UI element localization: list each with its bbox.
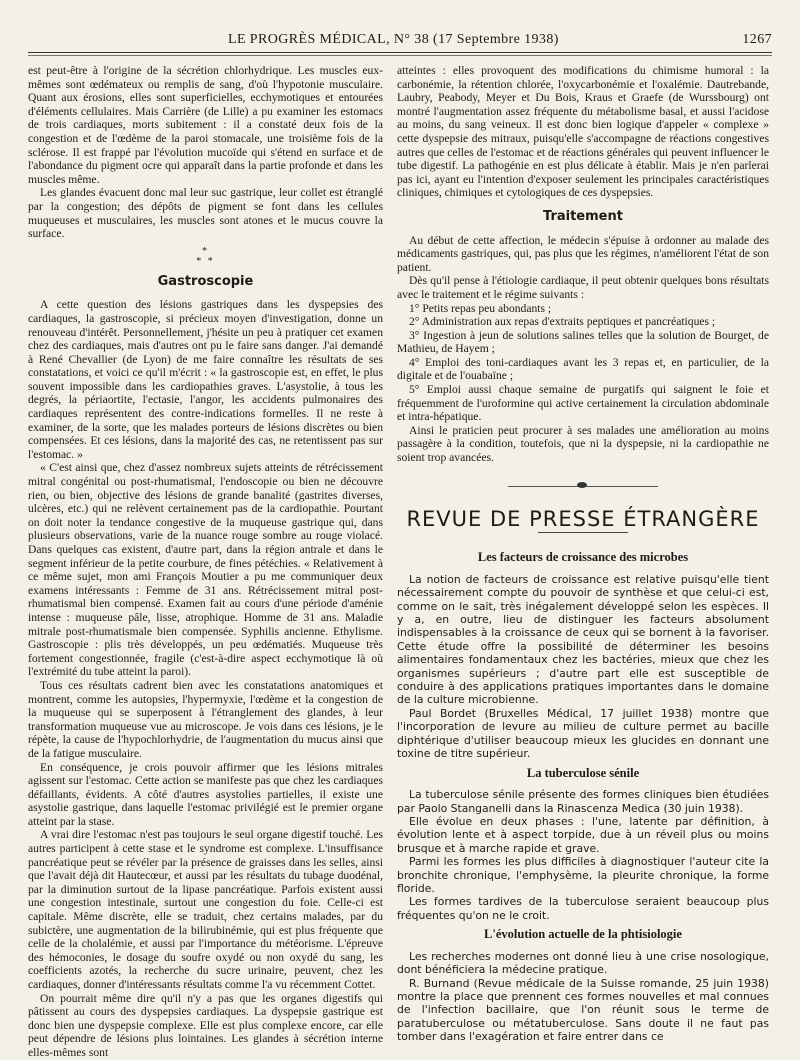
page-header	[28, 30, 772, 52]
asterism-divider: * * *	[196, 245, 215, 267]
intro-paragraph: Les glandes évacuent donc mal leur suc gastrique, leur collet est étranglé par la congestion; des dépôts de pigment se font dans les cellules muqueuses et musculaires, les muscles sont atones et le mucus couvre la surface.	[28, 186, 383, 241]
running-title: LE PROGRÈS MÉDICAL, N° 38 (17 Septembre 1938)	[228, 32, 559, 47]
treatment-item: 4° Emploi des toni-cardiaques avant les 3 repas et, en particulier, de la digitale et de l'ouabaïne ;	[397, 355, 769, 383]
body-paragraph: « C'est ainsi que, chez d'assez nombreux sujets atteints de rétrécissement mitral congénital ou post-rhumatismal, l'endoscopie ou bien ne découvre rien, ou bien, objective des lésions de grande banalité (gastrites diverses, ulcères, etc.) qui ne relèvent certainement pas de la cardiopathie. Pourtant on doit noter la tendance congestive de la muqueuse gastrique qui, dans plusieurs observations, varie de la nuance rouge sombre au rouge violacé. Dans quelques cas existent, d'autre part, dans la région antrale et dans le segment inférieur de la petite courbure, de fines pétéchies. « Relativement à ce même sujet, mon ami François Moutier a pu me communiquer deux examens intéressants : Femme de 31 ans. Rétrécissement mitral post-rhumatismal bien compensé. Examen fait au cours d'une période d'aménie intense : muqueuse pâle, lisse, atrophique. Homme de 31 ans. Maladie mitrale post-rhumatismale bien compensée. Syphilis ancienne. Ethylisme. Gastroscopie : plis très développés, un peu œdématiés. Muqueuse très fortement congestionnée, fragile (c'est-à-dire aspect ecchymotique là où l'extrémité du tube atteint la paroi).	[28, 461, 383, 679]
body-paragraph: Dès qu'il pense à l'étiologie cardiaque, il peut obtenir quelques bons résultats avec le traitement et le régime suivants :	[397, 274, 769, 301]
section-title-traitement: Traitement	[543, 208, 623, 224]
treatment-item: 2° Administration aux repas d'extraits peptiques et pancréatiques ;	[409, 315, 716, 329]
review-title: REVUE DE PRESSE ÉTRANGÈRE	[406, 506, 760, 531]
review-paragraph: La notion de facteurs de croissance est relative puisqu'elle tient nécessairement compte du pouvoir de synthèse et que celui-ci est, comme on le sait, très inégalement développé selon les espèces. Il y a, en outre, lieu de distinguer les facteurs absolument indispensables à la croissance de ceux qui se bornent à la favoriser. Cette étude offre la possibilité de déterminer les besoins alimentaires fondamentaux chez les bactéries, mieux que chez les organismes supérieurs ; d'autre part elle est susceptible de conduire à des applications pratiques importantes dans le domaine de la culture microbienne.	[397, 572, 769, 707]
left-column	[28, 64, 383, 1059]
body-paragraph: A cette question des lésions gastriques dans les dyspepsies des cardiaques, la gastroscopie, si précieux moyen d'investigation, donne un renouveau d'intérêt. Personnellement, j'hésite un peu à pratiquer cet examen chez des cardiaques, mais d'autres ont pu le faire sans danger. J'ai demandé à René Chevallier (de Lyon) de me faire connaître les résultats de ses constatations, et voici ce qu'il m'écrit : « la gastroscopie est, en effet, le plus souvent impossible dans les cardiopathies graves. L'asystolie, à tous les degrés, la périaortite, l'ectasie, l'angor, les accidents pulmonaires des cardiaques représentent des contre-indications formelles. Il ne reste à examiner, de la sorte, que les malades porteurs de lésions discrètes ou bien compensées. Et ces lésions, dans la majorité des cas, ne retentissent pas sur l'estomac. »	[28, 298, 383, 461]
section-title-gastroscopie: Gastroscopie	[157, 273, 254, 289]
header-rule	[28, 52, 772, 53]
review-paragraph: La tuberculose sénile présente des formes cliniques bien étudiées par Paolo Stanganelli dans la Rinascenza Medica (30 juin 1938).	[397, 788, 769, 815]
title-rule	[538, 532, 628, 533]
intro-paragraph: est peut-être à l'origine de la sécrétion chlorhydrique. Les muscles eux-mêmes sont œdémateux ou remplis de sang, d'où l'hypotonie musculaire. Quant aux érosions, elles sont superficielles, ecchymotiques et entourées d'éléments cellulaires. Mais Carrière (de Lille) a pu examiner les estomacs de trois cardiaques, morts subitement : il a constaté deux fois de la congestion et de l'œdème de la paroi stomacale, une troisième fois de la sclérose. Il est frappé par l'évolution mucoïde qui s'étend en surface et de l'abondance du pigment ocre qui apparaît dans la partie profonde et dans les muscles même.	[28, 64, 383, 186]
review-paragraph: Les recherches modernes ont donné lieu à une crise nosologique, dont bénéficiera la médecine pratique.	[397, 949, 769, 977]
body-paragraph: En conséquence, je crois pouvoir affirmer que les lésions mitrales agissent sur l'estomac. Cette action se manifeste pas que chez les cardiaques défaillants, évidents. A côté d'autres asystolies partielles, il existe une asystolie gastrique, dans laquelle l'estomac privilégié est le premier organe atteint par la stase.	[28, 760, 383, 828]
body-paragraph: Tous ces résultats cadrent bien avec les constatations anatomiques et montrent, comme les autopsies, l'hypermyxie, l'œdème et la congestion de la muqueuse qui se superposent à l'étranglement des glandes, à leur transformation muqueuse vue au microscope. Je vois dans ces lésions, je le répète, la cause de l'hypochlorhydrie, de l'augmentation du mucus ainsi que de la fatigue musculaire.	[28, 678, 383, 760]
review-section	[397, 551, 769, 1043]
review-subtitle: La tuberculose sénile	[526, 765, 640, 780]
review-paragraph: Elle évolue en deux phases : l'une, latente par définition, à évolution lente et à aspect torpide, due à un réveil plus ou moins brusque et à marche rapide et grave.	[397, 814, 769, 855]
review-paragraph: Les formes tardives de la tuberculose seraient beaucoup plus fréquentes qu'on ne le croit.	[397, 895, 769, 922]
review-paragraph: Paul Bordet (Bruxelles Médical, 17 juillet 1938) montre que l'incorporation de levure au milieu de culture permet au bacille diphtérique d'utiliser beaucoup mieux les glucides en donnant une toxine de titre supérieur.	[397, 706, 769, 761]
review-paragraph: R. Burnand (Revue médicale de la Suisse romande, 25 juin 1938) montre la place que prennent ces formes nouvelles et mal connues de l'infection bacillaire, que l'on réunit sous le terme de paratuberculose ou métatuberculose. Sans doute il ne faut pas tomber dans l'exagération et faire entrer dans ce	[397, 976, 769, 1044]
right-column	[397, 64, 769, 1044]
treatment-item: 3° Ingestion à jeun de solutions salines telles que la solution de Bourget, de Mathieu, de Hayem ;	[397, 328, 769, 356]
treatment-item: 1° Petits repas peu abondants ;	[409, 301, 552, 315]
intro-paragraph: atteintes : elles provoquent des modifications du chimisme humoral : la carbonémie, la rétention chlorée, l'oxycarbonémie et l'oxalémie. Dautrebande, Laubry, Peabody, Meyer et Du Bois, Kraus et Graefe (de Wurssbourg) ont montré l'augmentation assez fréquente du métabolisme basal, et aussi l'acidose au moins, du sang veineux. Il est donc bien logique d'appeler « complexe » cette dyspepsie des mitraux, puisqu'elle s'accompagne de réactions congestives autres que celles de l'estomac et de réactions générales qui peuvent influencer le tube digestif. La pathogénie en est plus délicate à établir. Mais je n'en parlerai pas ici, ayant eu l'intention d'exposer seulement les principales caractéristiques cliniques, chimiques et cytologiques de ces dyspepsies.	[397, 64, 769, 200]
body-paragraph: On pourrait même dire qu'il n'y a pas que les organes digestifs qui pâtissent au cours des dyspepsies cardiaques. La dyspepsie gastrique est donc bien une dyspepsie complexe. Elle est plus complexe encore, car elle peut dépendre de lésions plus lointaines. Les glandes à sécrétion interne elles-mêmes sont	[28, 991, 383, 1059]
body-paragraph: Au début de cette affection, le médecin s'épuise à ordonner au malade des médicaments gastriques, qui, pas plus que les régimes, n'améliorent l'état de son patient.	[397, 233, 769, 274]
review-subtitle: Les facteurs de croissance des microbes	[477, 550, 689, 565]
body-paragraph: A vrai dire l'estomac n'est pas toujours le seul organe digestif touché. Les autres participent à cette stase et le syndrome est complexe. L'insuffisance pancréatique peut se révéler par la présence de graisses dans les selles, ainsi que l'avait déjà dit Hautecœur, et aussi par les résultats du tubage duodénal, par la diminution surtout de la lipase pancréatique. Parfois existent aussi une congestion intestinale, surtout une congestion du foie. Celle-ci est capitale. Même discrète, elle se traduit, chez certains malades, par du subictère, une augmentation de la bilirubinémie, qui est plus fréquente que celle de la cholalémie, et aussi par l'importance du météorisme. L'épreuve des hémoconies, le dosage du soufre oxydé ou non oxydé du sang, les coefficients azotés, la recherche du sucre urinaire, peuvent, chez les cardiaques, donner d'intéressants résultats comme l'a vu récemment Cottet.	[28, 828, 383, 991]
review-paragraph: Parmi les formes les plus difficiles à diagnostiquer l'auteur cite la bronchite chronique, l'emphysème, la pleurite chronique, la forme floride.	[397, 855, 769, 895]
page-number: 1267	[742, 32, 772, 47]
ornament-divider	[508, 479, 658, 493]
review-subtitle: L'évolution actuelle de la phtisiologie	[484, 927, 682, 942]
body-paragraph: Ainsi le praticien peut procurer à ses malades une amélioration au moins passagère à la condition, toutefois, que ni la dyspepsie, ni la cardiopathie ne soient trop avancées.	[397, 423, 769, 465]
header-rule-double	[28, 55, 772, 56]
treatment-item: 5° Emploi aussi chaque semaine de purgatifs qui saignent le foie et fréquemment de l'uroformine qui active certainement la circulation abdominale et intra-hépatique.	[397, 383, 769, 424]
